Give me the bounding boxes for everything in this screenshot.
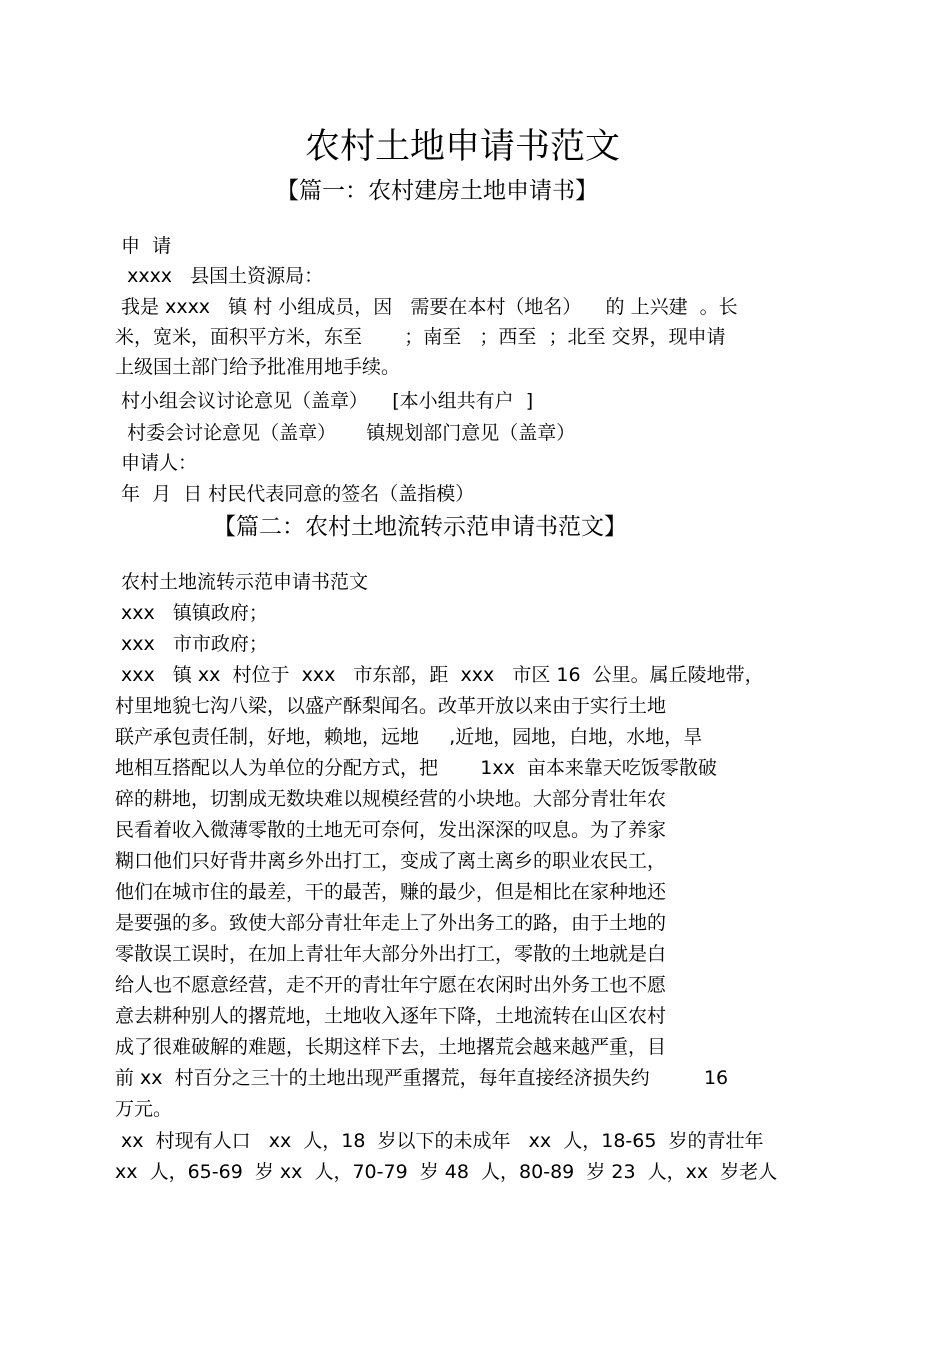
text-line: xxx 镇镇政府； [115,602,268,624]
text-line: 地相互搭配以人为单位的分配方式，把 1xx 亩本来靠天吃饭零散破 [115,757,717,779]
text-line: 村小组会议讨论意见（盖章） [本小组共有户 ] [115,390,534,412]
text-line: 村里地貌七沟八梁，以盛产酥梨闻名。改革开放以来由于实行土地 [115,695,667,717]
text-line: 前 xx 村百分之三十的土地出现严重撂荒，每年直接经济损失约 16 [115,1067,729,1089]
text-line: 我是 xxxx 镇 村 小组成员，因 需要在本村（地名） 的 上兴建 。长 [115,296,738,318]
text-line: 上级国土部门给予批准用地手续。 [115,356,401,378]
text-line: 碎的耕地，切割成无数块难以规模经营的小块地。大部分青壮年农 [115,788,667,810]
text-line: 成了很难破解的难题，长期这样下去，土地撂荒会越来越严重，目 [115,1036,667,1058]
text-line: 农村土地流转示范申请书范文 [115,571,369,593]
section-2-heading: 【篇二：农村土地流转示范申请书范文】 [213,514,627,540]
document-title: 农村土地申请书范文 [304,127,620,167]
text-line: 万元。 [115,1098,173,1120]
text-line: 申 请 [115,235,172,257]
text-line: 是要强的多。致使大部分青壮年走上了外出务工的路，由于土地的 [115,912,667,934]
section-1-heading: 【篇一：农村建房土地申请书】 [276,178,598,204]
text-line: 联产承包责任制，好地，赖地，远地 ,近地，园地，白地，水地，旱 [115,726,703,748]
text-line: 米，宽米，面积平方米，东至 ；南至 ；西至 ；北至 交界，现申请 [115,326,726,348]
text-line: 他们在城市住的最差，干的最苦，赚的最少，但是相比在家种地还 [115,881,667,903]
text-line: xxx 市市政府； [115,633,268,655]
text-line: 申请人： [115,452,198,474]
text-line: 糊口他们只好背井离乡外出打工，变成了离土离乡的职业农民工， [115,850,667,872]
text-line: xxx 镇 xx 村位于 xxx 市东部，距 xxx 市区 16 公里。属丘陵地带， [115,664,764,686]
text-line: xx 村现有人口 xx 人，18 岁以下的未成年 xx 人，18-65 岁的青壮年 [115,1130,764,1152]
text-line: 零散误工误时，在加上青壮年大部分外出打工，零散的土地就是白 [115,943,667,965]
text-line: 民看着收入微薄零散的土地无可奈何，发出深深的叹息。为了养家 [115,819,667,841]
text-line: 村委会讨论意见（盖章） 镇规划部门意见（盖章） [115,422,576,444]
text-line: 给人也不愿意经营，走不开的青壮年宁愿在农闲时出外务工也不愿 [115,974,667,996]
text-line: xxxx 县国土资源局： [115,265,324,287]
text-line: 年 月 日 村民代表同意的签名（盖指模） [115,483,475,505]
text-line: xx 人，65-69 岁 xx 人，70-79 岁 48 人，80-89 岁 23 人，xx 岁老人 [115,1161,778,1183]
text-line: 意去耕种别人的撂荒地，土地收入逐年下降，土地流转在山区农村 [115,1005,667,1027]
